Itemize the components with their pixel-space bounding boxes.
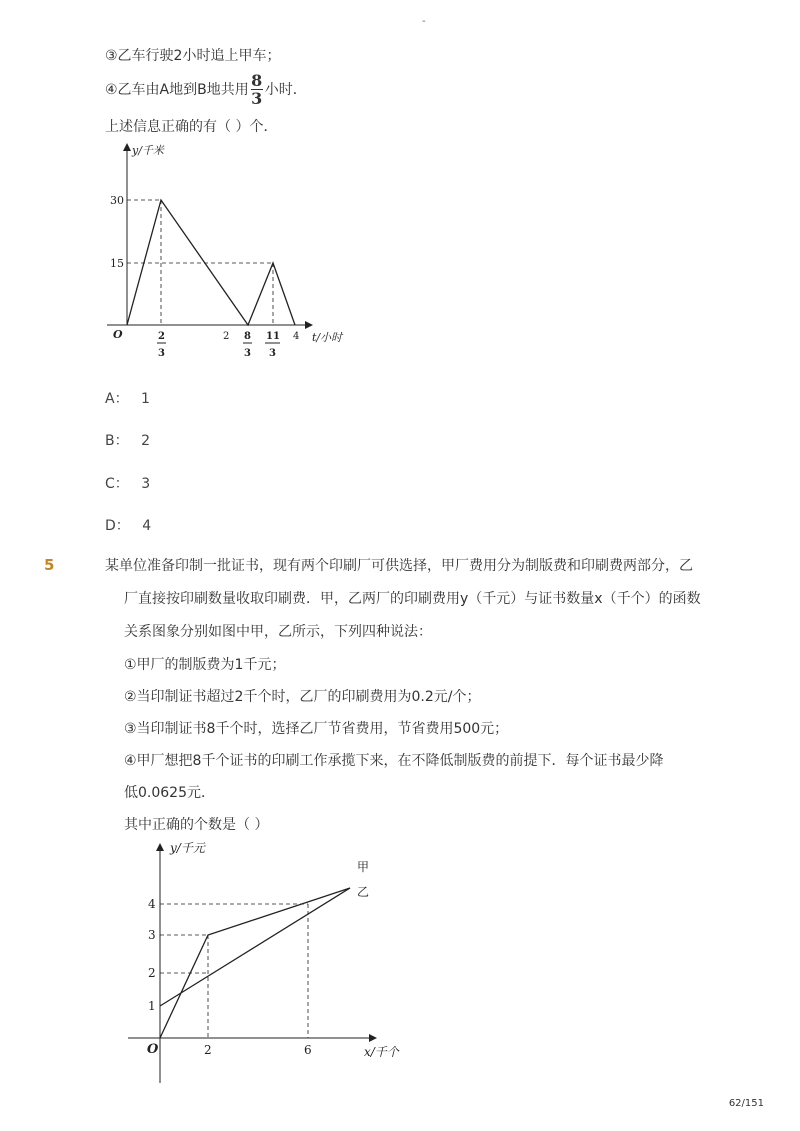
x-axis-label: t/小时 xyxy=(312,331,343,344)
q5-line-2: 厂直接按印刷数量收取印刷费．甲，乙两厂的印刷费用y（千元）与证书数量x（千个）的函数 xyxy=(124,591,701,607)
x-tick-2-3-den: 3 xyxy=(158,348,165,359)
x-tick-2-3-num: 2 xyxy=(158,331,165,342)
q5-line-1: 某单位准备印制一批证书，现有两个印刷厂可供选择，甲厂费用分为制版费和印刷费两部分，乙 xyxy=(105,558,693,574)
option-c[interactable] xyxy=(105,473,150,493)
fraction-8-3 xyxy=(251,72,263,107)
statement-4-prefix: ④乙车由A地到B地共用 xyxy=(105,81,249,98)
q5-statement-4a: ④甲厂想把8千个证书的印刷工作承揽下来，在不降低制版费的前提下．每个证书最少降 xyxy=(124,753,664,769)
line-yi xyxy=(160,888,350,1038)
option-b-value: 2 xyxy=(141,433,150,449)
line-jia xyxy=(160,888,350,1006)
page-number: 62/151 xyxy=(728,1098,764,1109)
origin-label: O xyxy=(147,1042,159,1057)
y-axis-label: y/千元 xyxy=(170,841,205,855)
option-b[interactable] xyxy=(105,430,150,450)
question-number: 5 xyxy=(44,556,55,574)
x-tick-6: 6 xyxy=(304,1043,312,1057)
option-d-label: D： xyxy=(105,518,130,534)
label-yi: 乙 xyxy=(357,885,370,899)
y-tick-30: 30 xyxy=(110,194,124,207)
q5-statement-2: ②当印制证书超过2千个时，乙厂的印刷费用为0.2元/个； xyxy=(124,689,481,705)
x-tick-8-3-num: 8 xyxy=(244,331,251,342)
q5-line-3: 关系图象分别如图中甲，乙所示，下列四种说法： xyxy=(124,624,432,640)
y-tick-2: 2 xyxy=(148,966,156,980)
q5-question: 其中正确的个数是（ ） xyxy=(124,817,269,833)
option-a-label: A： xyxy=(105,391,129,407)
statement-3: ③乙车行驶2小时追上甲车； xyxy=(105,48,281,64)
label-jia: 甲 xyxy=(357,860,370,874)
x-axis-label: x/千个 xyxy=(364,1045,399,1059)
y-tick-15: 15 xyxy=(110,257,124,270)
origin-label: O xyxy=(113,328,123,341)
x-tick-11-3-den: 3 xyxy=(269,348,276,359)
option-d[interactable] xyxy=(105,515,151,535)
option-d-value: 4 xyxy=(142,518,152,534)
y-tick-3: 3 xyxy=(148,928,156,942)
option-a[interactable] xyxy=(105,388,150,408)
y-tick-1: 1 xyxy=(148,999,156,1013)
fraction-denominator: 3 xyxy=(251,89,263,108)
option-c-label: C： xyxy=(105,476,129,492)
statement-4 xyxy=(105,72,307,107)
q5-statement-3: ③当印制证书8千个时，选择乙厂节省费用，节省费用500元； xyxy=(124,721,509,737)
distance-line xyxy=(127,200,295,325)
header-mark: - xyxy=(422,16,426,27)
fraction-numerator: 8 xyxy=(251,71,263,90)
y-axis-label: y/千米 xyxy=(132,144,164,157)
x-tick-11-3-num: 11 xyxy=(266,331,280,342)
x-tick-2: 2 xyxy=(223,331,230,342)
question-prev: 上述信息正确的有（ ）个． xyxy=(105,119,278,135)
statement-4-suffix: 小时． xyxy=(264,81,307,98)
option-a-value: 1 xyxy=(141,391,150,407)
option-c-value: 3 xyxy=(141,476,151,492)
x-tick-4: 4 xyxy=(293,331,300,342)
option-b-label: B： xyxy=(105,433,129,449)
cost-quantity-graph xyxy=(120,838,420,1088)
y-tick-4: 4 xyxy=(148,897,156,911)
x-tick-2: 2 xyxy=(204,1043,212,1057)
q5-statement-4b: 低0.0625元． xyxy=(124,785,215,801)
distance-time-graph xyxy=(100,140,360,370)
q5-statement-1: ①甲厂的制版费为1千元； xyxy=(124,657,286,673)
x-tick-8-3-den: 3 xyxy=(244,348,251,359)
